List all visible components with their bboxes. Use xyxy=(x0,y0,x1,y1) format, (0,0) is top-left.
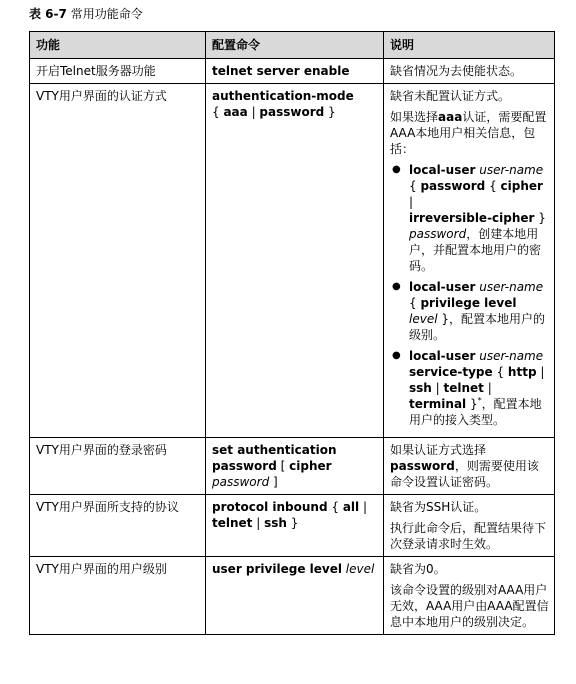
function-cell: VTY用户界面所支持的协议 xyxy=(30,495,206,557)
command-keyword: telnet xyxy=(443,381,484,395)
command-keyword: user privilege level xyxy=(212,562,342,576)
command-param: user-name xyxy=(479,349,544,363)
command-syntax: } xyxy=(324,105,336,119)
description-text: 执行此命令后，配置结果待下次登录请求时生效。 xyxy=(390,521,547,551)
description-cell xyxy=(384,84,555,438)
command-syntax: { xyxy=(485,179,501,193)
table-row xyxy=(30,495,555,557)
table-row xyxy=(30,84,555,438)
description-text: 该命令设置的级别对AAA用户无效，AAA用户由AAA配置信息中本地用户的级别决定。 xyxy=(390,583,549,629)
description-keyword: aaa xyxy=(438,110,463,124)
command-keyword: cipher xyxy=(500,179,543,193)
command-keyword: cipher xyxy=(289,459,332,473)
command-syntax: | xyxy=(431,381,444,395)
command-keyword: authentication-mode xyxy=(212,89,354,103)
description-fragment: 如果选择 xyxy=(390,110,439,124)
command-param: user-name xyxy=(479,280,544,294)
command-syntax: | xyxy=(536,365,545,379)
command-syntax: | xyxy=(359,500,367,514)
list-item xyxy=(390,279,549,343)
command-keyword: local-user xyxy=(409,163,476,177)
command-syntax: | xyxy=(247,105,260,119)
command-syntax: | xyxy=(483,381,492,395)
command-syntax: { xyxy=(212,105,224,119)
description-fragment: ，创建本地用户，并配置本地用户的密码。 xyxy=(409,227,542,273)
command-syntax: } xyxy=(534,211,546,225)
command-syntax: { xyxy=(327,500,343,514)
command-param: user-name xyxy=(479,163,544,177)
command-cell xyxy=(206,557,384,635)
command-cell xyxy=(206,495,384,557)
function-cell: 开启Telnet服务器功能 xyxy=(30,59,206,84)
command-keyword: local-user xyxy=(409,280,476,294)
description-text: 缺省未配置认证方式。 xyxy=(390,89,511,103)
function-cell: VTY用户界面的登录密码 xyxy=(30,438,206,495)
bullet-icon: ● xyxy=(392,164,401,175)
command-keyword: http xyxy=(507,365,537,379)
command-keyword: all xyxy=(342,500,360,514)
command-keyword: set authentication password xyxy=(212,443,337,473)
description-cell xyxy=(384,438,555,495)
command-syntax: { xyxy=(409,296,421,310)
description-text: 缺省为SSH认证。 xyxy=(390,500,487,514)
command-keyword: protocol inbound xyxy=(212,500,328,514)
command-keyword: telnet server enable xyxy=(212,64,350,78)
function-cell: VTY用户界面的认证方式 xyxy=(30,84,206,438)
command-cell xyxy=(206,84,384,438)
command-syntax: ] xyxy=(269,475,278,489)
description-keyword: password xyxy=(390,459,455,473)
command-keyword: irreversible-cipher xyxy=(409,211,535,225)
description-cell xyxy=(384,59,555,84)
command-syntax: [ xyxy=(276,459,290,473)
command-keyword: terminal xyxy=(409,397,467,411)
command-keyword: service-type xyxy=(409,365,493,379)
list-item xyxy=(390,162,549,274)
command-param: password xyxy=(409,227,467,241)
header-command: 配置命令 xyxy=(206,32,384,59)
command-keyword: privilege level xyxy=(420,296,517,310)
table-row xyxy=(30,557,555,635)
header-description: 说明 xyxy=(384,32,555,59)
description-text xyxy=(390,109,549,157)
header-function: 功能 xyxy=(30,32,206,59)
description-text xyxy=(390,442,549,490)
command-param: level xyxy=(409,312,438,326)
bullet-icon: ● xyxy=(392,350,401,361)
description-text: 缺省情况为去使能状态。 xyxy=(390,64,523,78)
table-title: 常用功能命令 xyxy=(70,7,143,21)
description-fragment: 如果认证方式选择 xyxy=(390,443,487,457)
command-keyword: aaa xyxy=(223,105,248,119)
table-caption xyxy=(29,6,143,22)
command-table xyxy=(29,31,555,635)
header-row xyxy=(30,32,555,59)
description-fragment: }，配置本地用户的级别。 xyxy=(409,312,545,342)
command-keyword: local-user xyxy=(409,349,476,363)
command-syntax: | xyxy=(409,195,414,209)
command-keyword: ssh xyxy=(409,381,432,395)
footnote-mark: * xyxy=(477,396,482,405)
function-cell: VTY用户界面的用户级别 xyxy=(30,557,206,635)
description-fragment: ，则需要使用该命令设置认证密码。 xyxy=(390,459,539,489)
bullet-list xyxy=(390,162,549,428)
command-keyword: ssh xyxy=(264,516,287,530)
table-number: 表 6-7 xyxy=(29,7,67,21)
table-row xyxy=(30,59,555,84)
bullet-icon: ● xyxy=(392,281,401,292)
command-syntax: } xyxy=(466,397,478,411)
command-cell xyxy=(206,438,384,495)
description-cell xyxy=(384,557,555,635)
table-row xyxy=(30,438,555,495)
command-keyword: password xyxy=(420,179,486,193)
list-item xyxy=(390,348,549,428)
command-syntax: { xyxy=(409,179,421,193)
description-fragment: 认证，需要配置AAA本地用户相关信息，包括： xyxy=(390,110,547,156)
description-cell xyxy=(384,495,555,557)
command-keyword: password xyxy=(259,105,325,119)
command-cell xyxy=(206,59,384,84)
command-param: level xyxy=(345,562,375,576)
description-text: 缺省为0。 xyxy=(390,562,446,576)
command-syntax: } xyxy=(286,516,299,530)
command-syntax: { xyxy=(492,365,508,379)
command-keyword: telnet xyxy=(212,516,253,530)
description-fragment: ，配置本地用户的接入类型。 xyxy=(409,397,542,427)
command-param: password xyxy=(212,475,270,489)
command-syntax: | xyxy=(252,516,265,530)
